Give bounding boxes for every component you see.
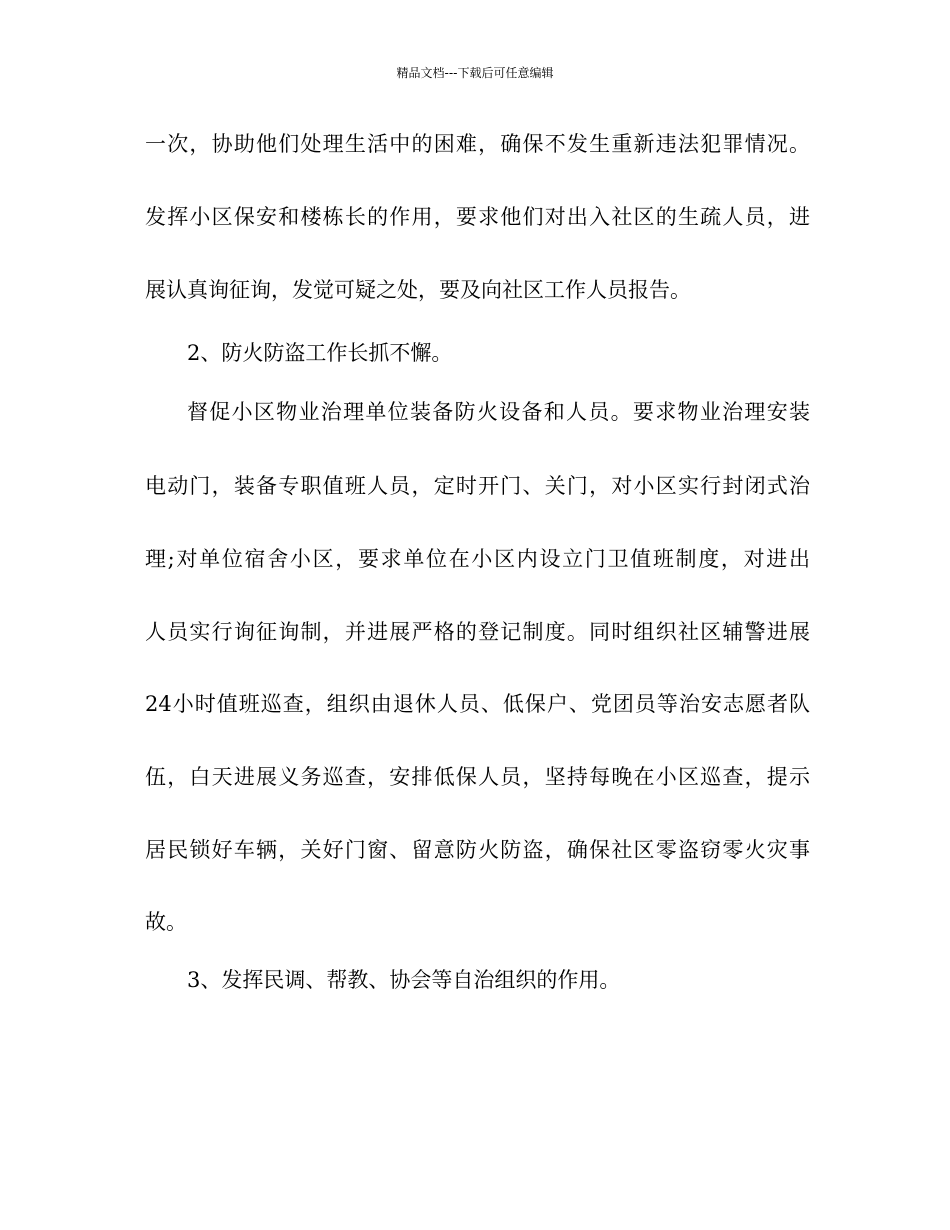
paragraph-line: 故。 [145,910,187,934]
paragraph-line: 理;对单位宿舍小区，要求单位在小区内设立门卫值班制度，对进出 [145,547,810,571]
section-heading: 3、发挥民调、帮教、协会等自治组织的作用。 [187,968,621,992]
paragraph-line: 伍，白天进展义务巡查，安排低保人员，坚持每晚在小区巡查，提示 [145,765,810,789]
paragraph-line: 人员实行询征询制，并进展严格的登记制度。同时组织社区辅警进展 [145,620,810,644]
page-header: 精品文档---下载后可任意编辑 [396,66,554,80]
paragraph-line: 居民锁好车辆，关好门窗、留意防火防盗，确保社区零盗窃零火灾事 [145,838,810,862]
section-heading: 2、防火防盗工作长抓不懈。 [187,341,453,365]
paragraph-line: 展认真询征询，发觉可疑之处，要及向社区工作人员报告。 [145,278,691,302]
paragraph-line: 24小时值班巡查，组织由退休人员、低保户、党团员等治安志愿者队 [145,692,810,716]
paragraph-line: 发挥小区保安和楼栋长的作用，要求他们对出入社区的生疏人员，进 [145,205,810,229]
paragraph-line: 电动门，装备专职值班人员，定时开门、关门，对小区实行封闭式治 [145,474,810,498]
paragraph-line: 督促小区物业治理单位装备防火设备和人员。要求物业治理安装 [187,400,810,424]
paragraph-line: 一次，协助他们处理生活中的困难，确保不发生重新违法犯罪情况。 [145,132,810,156]
